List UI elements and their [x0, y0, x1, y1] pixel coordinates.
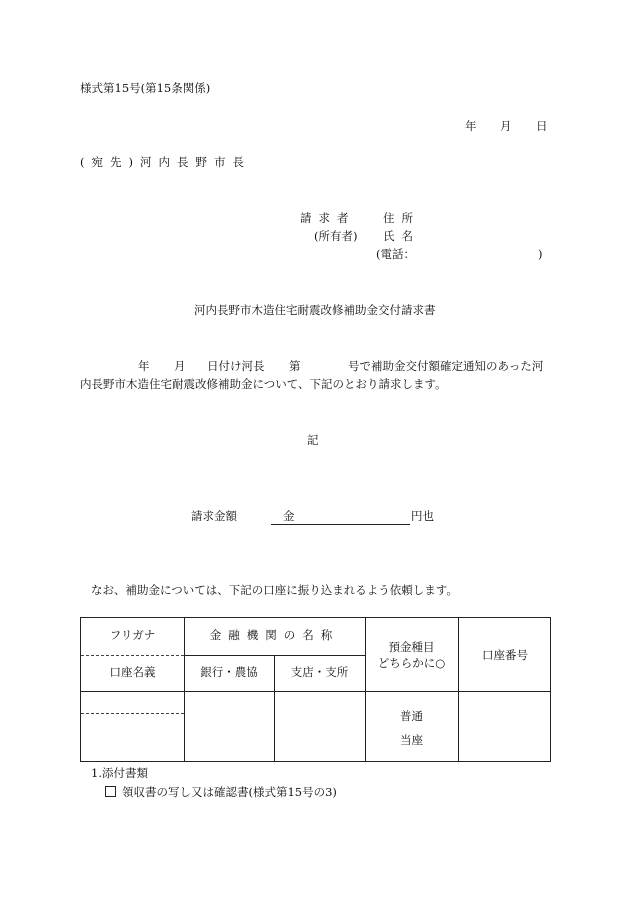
- date-month: 月: [500, 119, 512, 133]
- document-title: 河内長野市木造住宅耐震改修補助金交付請求書: [194, 303, 436, 317]
- name-label: 氏名: [383, 229, 420, 243]
- transfer-note: なお、補助金については、下記の口座に振り込まれるよう依頼します。: [91, 583, 458, 597]
- branch-header: 支店・支所: [290, 665, 349, 679]
- bank-header: 銀行・農協: [200, 665, 258, 679]
- bank-account-table: [80, 617, 551, 762]
- attachments-heading: 1.添付書類: [91, 766, 148, 780]
- phone-open: (電話：: [376, 247, 415, 261]
- date-year: 年: [465, 119, 477, 133]
- date-day: 日: [536, 119, 548, 133]
- institution-name-header: 金融機関の名称: [209, 628, 340, 642]
- amount-label: 請求金額: [191, 509, 237, 523]
- body-line1-rest: 号で補助金交付額確定通知のあった河: [348, 359, 544, 373]
- owner-label: (所有者): [314, 229, 358, 243]
- attachment-item: [105, 786, 337, 799]
- amount-suffix: 円也: [411, 509, 434, 523]
- account-holder-header: 口座名義: [109, 665, 156, 679]
- checkbox-icon[interactable]: [105, 786, 116, 797]
- body-dated: 日付け河長: [207, 359, 265, 373]
- deposit-type-instruction: どちらかに○: [377, 656, 446, 670]
- deposit-ordinary-option: 普通: [400, 709, 423, 723]
- requester-label: 請求者: [300, 211, 356, 225]
- body-no: 第: [289, 359, 301, 373]
- deposit-type-header: 預金種目: [388, 640, 435, 654]
- deposit-current-option: 当座: [400, 733, 423, 747]
- amount-prefix: 金: [271, 511, 410, 525]
- account-number-header: 口座番号: [482, 648, 528, 662]
- form-number: 様式第15号(第15条関係): [80, 81, 211, 95]
- body-line2: 内長野市木造住宅耐震改修補助金について、下記のとおり請求します。: [80, 377, 447, 391]
- ki-marker: 記: [307, 433, 319, 447]
- attachment-item-label: 領収書の写し又は確認書(様式第15号の3): [122, 785, 337, 799]
- addressee: (宛先)河内長野市長: [80, 155, 251, 169]
- body-year: 年: [138, 359, 150, 373]
- phone-close: ): [538, 247, 543, 261]
- amount-field: [271, 511, 410, 525]
- body-month: 月: [174, 359, 186, 373]
- address-label: 住所: [383, 211, 420, 225]
- furigana-header: フリガナ: [109, 628, 156, 642]
